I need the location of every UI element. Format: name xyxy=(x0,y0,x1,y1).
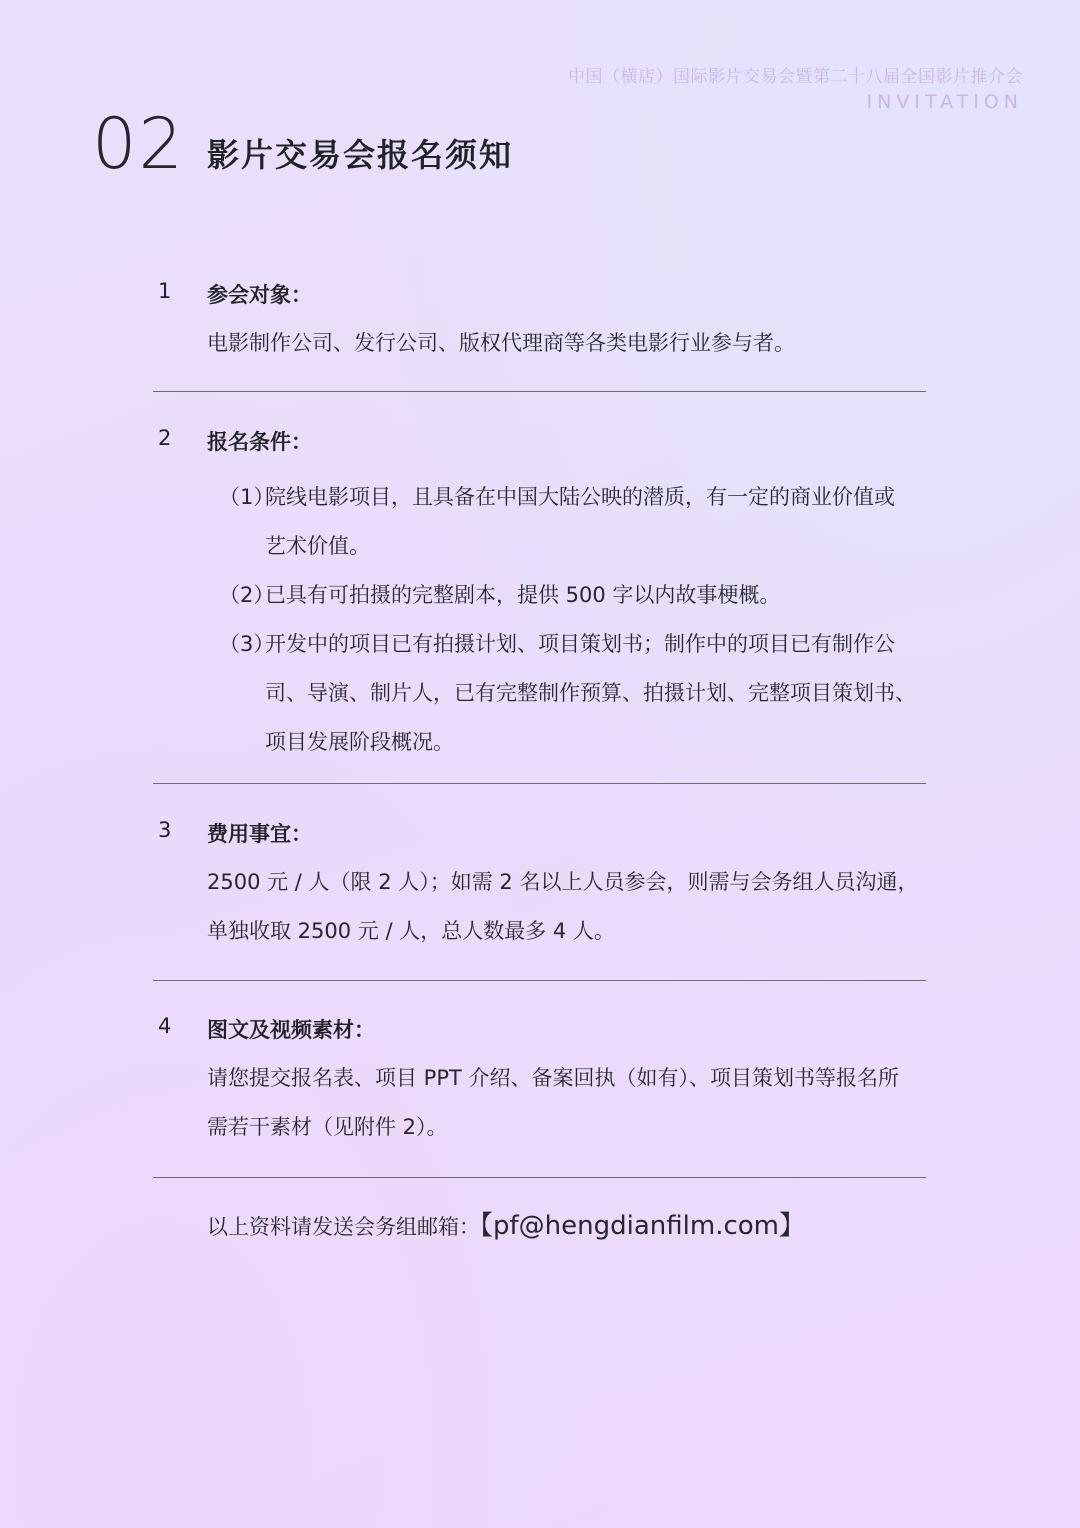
item-title-2: 报名条件： xyxy=(207,430,312,454)
item-number-4: 4 xyxy=(158,1014,172,1038)
divider xyxy=(153,783,926,784)
subitem-prefix-1: （1） xyxy=(219,485,275,509)
subitem-3-line-3: 项目发展阶段概况。 xyxy=(265,730,454,754)
item-number-1: 1 xyxy=(158,279,172,303)
header-invitation: INVITATION xyxy=(866,91,1023,113)
item-3-line-1: 2500 元 / 人（限 2 人）；如需 2 名以上人员参会，则需与会务组人员沟通， xyxy=(207,870,919,894)
item-title-3: 费用事宜： xyxy=(207,822,312,846)
item-title-1: 参会对象： xyxy=(207,283,312,307)
item-number-3: 3 xyxy=(158,818,172,842)
footer-open-bracket: 【 xyxy=(480,1211,494,1241)
subitem-3-line-1: 开发中的项目已有拍摄计划、项目策划书；制作中的项目已有制作公 xyxy=(265,632,895,656)
footer-close-bracket: 】 xyxy=(779,1211,806,1241)
subitem-1-line-2: 艺术价值。 xyxy=(265,534,370,558)
divider xyxy=(153,391,926,392)
item-3-line-2: 单独收取 2500 元 / 人，总人数最多 4 人。 xyxy=(207,919,615,943)
item-number-2: 2 xyxy=(158,426,172,450)
subitem-prefix-2: （2） xyxy=(219,583,275,607)
subitem-1-line-1: 院线电影项目，且具备在中国大陆公映的潜质，有一定的商业价值或 xyxy=(265,485,895,509)
email-link[interactable]: pf@hengdianfilm.com xyxy=(493,1211,779,1241)
subitem-3-line-2: 司、导演、制片人，已有完整制作预算、拍摄计划、完整项目策划书、 xyxy=(265,681,916,705)
item-4-line-2: 需若干素材（见附件 2）。 xyxy=(207,1115,448,1139)
header-event-name: 中国（横店）国际影片交易会暨第二十八届全国影片推介会 xyxy=(568,67,1023,87)
item-title-4: 图文及视频素材： xyxy=(207,1018,375,1042)
divider xyxy=(153,1177,926,1178)
footer-prefix: 以上资料请发送会务组邮箱： xyxy=(207,1215,480,1239)
item-4-line-1: 请您提交报名表、项目 PPT 介绍、备案回执（如有）、项目策划书等报名所 xyxy=(207,1066,900,1090)
item-1-text: 电影制作公司、发行公司、版权代理商等各类电影行业参与者。 xyxy=(207,331,795,355)
footer-contact xyxy=(207,1205,805,1242)
divider xyxy=(153,980,926,981)
page-title: 影片交易会报名须知 xyxy=(207,136,514,174)
subitem-2-line-1: 已具有可拍摄的完整剧本，提供 500 字以内故事梗概。 xyxy=(265,583,781,607)
section-number: 02 xyxy=(92,103,186,185)
subitem-prefix-3: （3） xyxy=(219,632,275,656)
